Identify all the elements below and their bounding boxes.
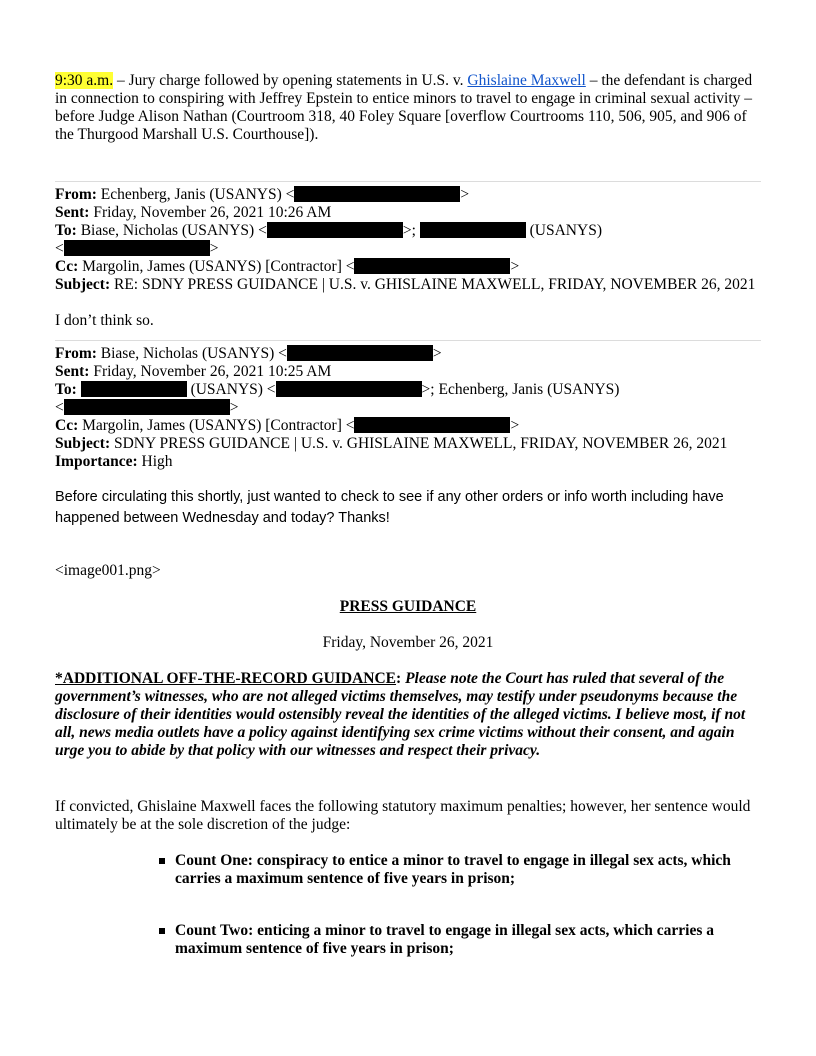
guidance-paragraph: *ADDITIONAL OFF-THE-RECORD GUIDANCE: Please note the Court has ruled that several of the government’s witnesses, who are not alleged victims themselves, may testify under pseudonyms because the disclosure of their identities would ostensibly reveal the identities of the alleged victims. I believe most, if not all, news media outlets have a policy against identifying sex crime victims without their consent, and again urge you to abide by that policy with our witnesses and respect their privacy. bbox=[55, 670, 746, 759]
email1-subject: Subject: RE: SDNY PRESS GUIDANCE | U.S. v. GHISLAINE MAXWELL, FRIDAY, NOVEMBER 26, 2021 bbox=[55, 276, 756, 293]
email2-to-cont: < > bbox=[55, 399, 239, 416]
email2-header bbox=[55, 345, 761, 471]
email1-sent: Sent: Friday, November 26, 2021 10:26 AM bbox=[55, 204, 332, 221]
email1-from: From: Echenberg, Janis (USANYS) < > bbox=[55, 186, 470, 203]
redaction-box bbox=[276, 381, 422, 397]
guidance-text: Please note the Court has ruled that several of the government’s witnesses, who are not alleged victims themselves, may testify under pseudonyms because the disclosure of their identities would ostensibly reveal the identities of the alleged victims. I believe most, if not all, news media outlets have a policy against identifying sex crime victims without their consent, and again urge you to abide by that policy with our witnesses and respect their privacy. bbox=[55, 670, 746, 759]
redaction-box bbox=[287, 345, 433, 361]
redaction-box bbox=[420, 222, 526, 238]
email-separator bbox=[55, 181, 761, 182]
email2-sent: Sent: Friday, November 26, 2021 10:25 AM bbox=[55, 363, 332, 380]
email2-to: To: (USANYS) < >; Echenberg, Janis (USANYS) bbox=[55, 381, 620, 398]
list-item: Count Two: enticing a minor to travel to engage in illegal sex acts, which carries a maximum sentence of five years in prison; bbox=[159, 922, 761, 958]
schedule-time: 9:30 a.m. bbox=[55, 72, 114, 89]
square-bullet-icon bbox=[159, 928, 165, 934]
defendant-link[interactable]: Ghislaine Maxwell bbox=[467, 72, 586, 89]
email2-cc: Cc: Margolin, James (USANYS) [Contractor] < > bbox=[55, 417, 520, 434]
counts-list bbox=[55, 852, 761, 958]
email1-body: I don’t think so. bbox=[55, 312, 154, 329]
email1-cc: Cc: Margolin, James (USANYS) [Contractor] < > bbox=[55, 258, 520, 275]
redaction-box bbox=[81, 381, 187, 397]
redaction-box bbox=[294, 186, 460, 202]
email1-header bbox=[55, 186, 761, 294]
penalties-intro: If convicted, Ghislaine Maxwell faces the following statutory maximum penalties; however, her sentence would ultimately be at the sole discretion of the judge: bbox=[55, 798, 751, 833]
image-placeholder: <image001.png> bbox=[55, 562, 161, 579]
email1-to-cont: < > bbox=[55, 240, 219, 257]
redaction-box bbox=[64, 240, 210, 256]
schedule-text-before: – Jury charge followed by opening statements in U.S. v. bbox=[113, 72, 468, 89]
email2-body: Before circulating this shortly, just wanted to check to see if any other orders or info worth including have happened between Wednesday and today? Thanks! bbox=[55, 489, 724, 526]
press-title: PRESS GUIDANCE bbox=[339, 598, 477, 615]
email2-importance: Importance: High bbox=[55, 453, 173, 470]
redaction-box bbox=[354, 258, 510, 274]
redaction-box bbox=[64, 399, 230, 415]
guidance-label: *ADDITIONAL OFF-THE-RECORD GUIDANCE bbox=[55, 670, 397, 687]
email2-from: From: Biase, Nicholas (USANYS) < > bbox=[55, 345, 442, 362]
schedule-entry bbox=[55, 72, 761, 144]
email1-to: To: Biase, Nicholas (USANYS) < >; (USANYS) bbox=[55, 222, 602, 239]
press-date: Friday, November 26, 2021 bbox=[322, 634, 494, 651]
square-bullet-icon bbox=[159, 858, 165, 864]
list-item: Count One: conspiracy to entice a minor to travel to engage in illegal sex acts, which carries a maximum sentence of five years in prison; bbox=[159, 852, 761, 888]
schedule-text-after: – the defendant is charged in connection to conspiring with Jeffrey Epstein to entice minors to travel to engage in criminal sexual activity – before Judge Alison Nathan (Courtroom 318, 40 Foley Square [overflow Courtrooms 110, 506, 905, and 906 of the Thurgood Marshall U.S. Courthouse]). bbox=[55, 72, 753, 143]
redaction-box bbox=[354, 417, 510, 433]
redaction-box bbox=[267, 222, 403, 238]
email-document bbox=[55, 72, 761, 958]
email2-subject: Subject: SDNY PRESS GUIDANCE | U.S. v. GHISLAINE MAXWELL, FRIDAY, NOVEMBER 26, 2021 bbox=[55, 435, 728, 452]
email-separator bbox=[55, 340, 761, 341]
